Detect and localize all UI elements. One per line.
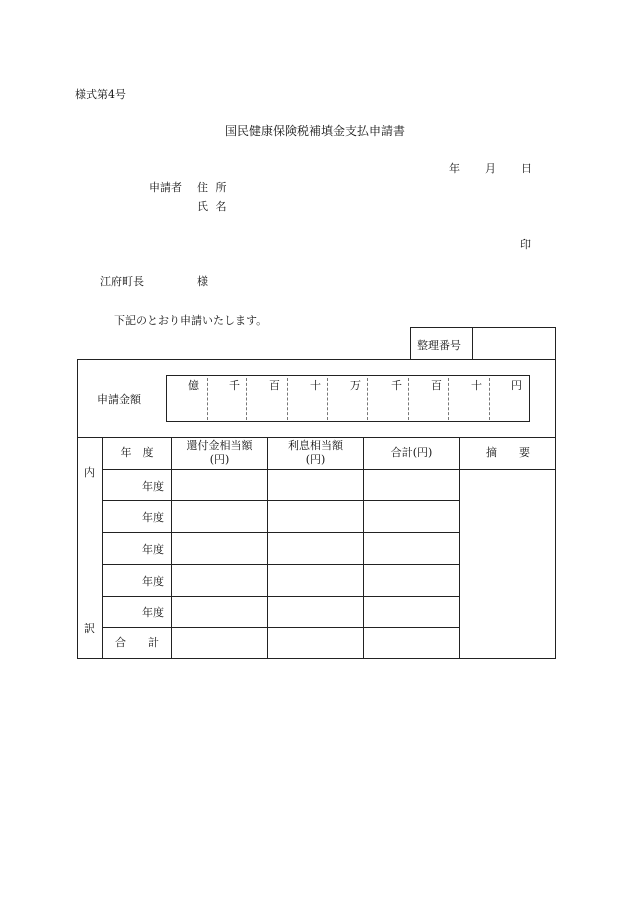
digit-en: 円 <box>511 379 522 392</box>
refund-cell[interactable] <box>172 470 267 500</box>
digit-juu-man: 十 <box>310 379 321 392</box>
summary-cell[interactable] <box>460 470 555 658</box>
date-day-label: 日 <box>521 162 532 175</box>
reference-number-field[interactable] <box>473 328 555 359</box>
header-interest-unit: (円) <box>305 453 326 466</box>
header-year: 年 度 <box>120 446 154 459</box>
digit-man: 万 <box>350 379 361 392</box>
form-number: 様式第4号 <box>75 88 126 101</box>
row-year-label: 年度 <box>142 511 164 524</box>
header-refund <box>172 439 267 467</box>
header-refund-unit: (円) <box>209 453 230 466</box>
digit-oku: 億 <box>188 379 199 392</box>
header-interest <box>268 439 363 467</box>
header-interest-line1: 利息相当額 <box>288 439 343 452</box>
header-summary: 摘 要 <box>486 446 530 459</box>
name-label: 氏 名 <box>197 200 227 213</box>
total-cell[interactable] <box>364 470 459 500</box>
row-year-label: 年度 <box>142 606 164 619</box>
addressee-honorific: 様 <box>197 275 208 288</box>
digit-sen: 千 <box>391 379 402 392</box>
date-month-label: 月 <box>485 162 496 175</box>
total-row-label: 合 計 <box>115 636 159 649</box>
header-refund-line1: 還付金相当額 <box>186 439 253 452</box>
digit-hyaku: 百 <box>431 379 442 392</box>
breakdown-side-label-top: 内 <box>84 466 95 479</box>
row-year-label: 年度 <box>142 575 164 588</box>
addressee-name: 江府町長 <box>100 275 144 288</box>
row-year-label: 年度 <box>142 480 164 493</box>
seal-mark: 印 <box>520 238 531 251</box>
header-total: 合計(円) <box>390 446 433 459</box>
interest-cell[interactable] <box>268 470 363 500</box>
applicant-label: 申請者 <box>149 181 182 194</box>
form-title: 国民健康保険税補填金支払申請書 <box>224 124 405 138</box>
reference-number-label: 整理番号 <box>417 339 461 352</box>
amount-label: 申請金額 <box>97 393 141 406</box>
intro-text: 下記のとおり申請いたします。 <box>114 314 268 327</box>
digit-hyaku-man: 百 <box>269 379 280 392</box>
breakdown-side-label-bottom: 訳 <box>84 622 95 635</box>
date-year-label: 年 <box>449 162 460 175</box>
address-label: 住 所 <box>197 181 227 194</box>
row-year-label: 年度 <box>142 543 164 556</box>
digit-juu: 十 <box>471 379 482 392</box>
digit-sen-man: 千 <box>229 379 240 392</box>
